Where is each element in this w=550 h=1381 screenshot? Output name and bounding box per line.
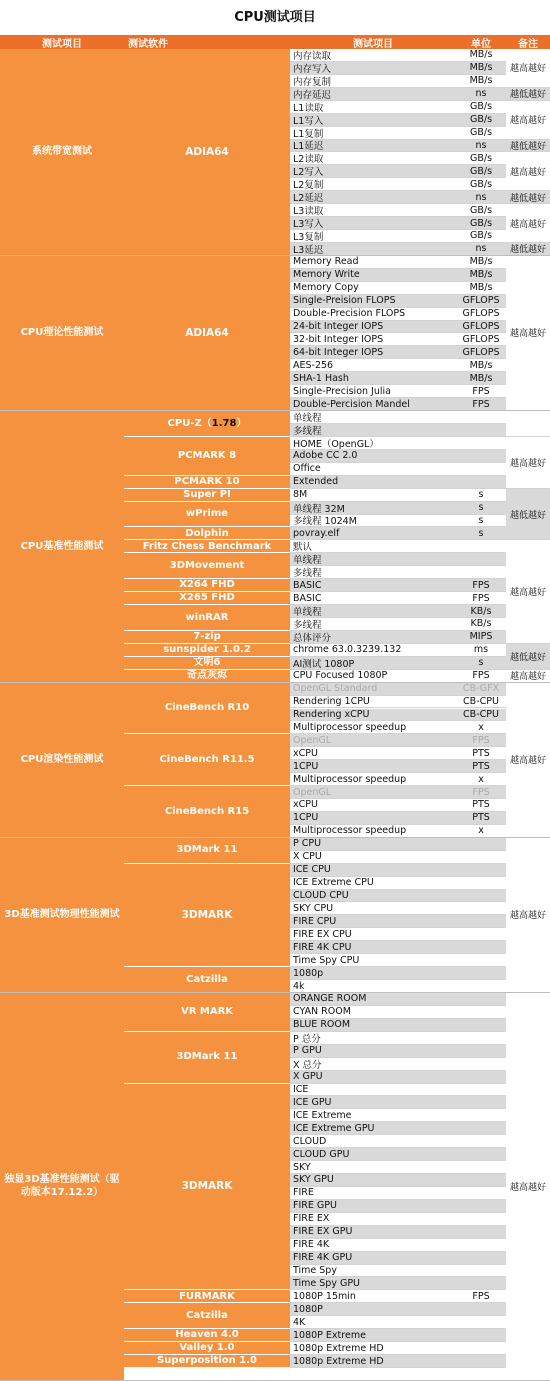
unit-cell: x xyxy=(456,825,506,838)
item-cell: SKY CPU xyxy=(290,902,456,915)
item-cell: OpenGL xyxy=(290,786,456,799)
unit-cell xyxy=(456,967,506,980)
item-cell: P CPU xyxy=(290,838,456,851)
unit-cell: MB/s xyxy=(456,372,506,385)
software-version: 1.78 xyxy=(211,417,237,429)
item-cell: FIRE 4K xyxy=(290,1239,456,1252)
unit-cell xyxy=(456,1226,506,1239)
unit-cell: GB/s xyxy=(456,165,506,178)
unit-cell: GB/s xyxy=(456,217,506,230)
unit-cell: PTS xyxy=(456,799,506,812)
item-cell: X 总分 xyxy=(290,1058,456,1071)
unit-cell xyxy=(456,1122,506,1135)
item-cell: 24-bit Integer IOPS xyxy=(290,321,456,334)
unit-cell: GB/s xyxy=(456,152,506,165)
item-cell: BLUE ROOM xyxy=(290,1019,456,1032)
item-cell: 1080P xyxy=(290,1303,456,1316)
item-cell: Memory Copy xyxy=(290,282,456,295)
unit-cell xyxy=(456,1303,506,1316)
unit-cell: KB/s xyxy=(456,605,506,618)
unit-cell: MB/s xyxy=(456,282,506,295)
item-cell: L2复制 xyxy=(290,178,456,191)
item-cell: 单线程 xyxy=(290,605,456,618)
unit-cell xyxy=(456,838,506,851)
software-cell: VR MARK xyxy=(124,993,290,1032)
unit-cell xyxy=(456,1109,506,1122)
unit-cell: FPS xyxy=(456,398,506,411)
item-cell: FIRE EX xyxy=(290,1213,456,1226)
software-cell: Superposition 1.0 xyxy=(124,1355,290,1368)
item-cell: 8M xyxy=(290,489,456,502)
unit-cell: GFLOPS xyxy=(456,308,506,321)
item-cell: 内存写入 xyxy=(290,62,456,75)
item-cell: 总体评分 xyxy=(290,631,456,644)
section-divider xyxy=(0,255,550,256)
item-cell: Multiprocessor speedup xyxy=(290,721,456,734)
item-cell: CLOUD GPU xyxy=(290,1148,456,1161)
note-cell: 越高越好 xyxy=(506,101,550,140)
unit-cell: s xyxy=(456,527,506,540)
software-cell: wPrime xyxy=(124,502,290,528)
item-cell: 1CPU xyxy=(290,812,456,825)
unit-cell xyxy=(456,1071,506,1084)
item-cell: L3延迟 xyxy=(290,243,456,256)
unit-cell: GB/s xyxy=(456,230,506,243)
item-cell: Multiprocessor speedup xyxy=(290,773,456,786)
item-cell: FIRE GPU xyxy=(290,1200,456,1213)
unit-cell: MB/s xyxy=(456,256,506,269)
software-cell: 3DMARK xyxy=(124,864,290,967)
software-cell: Super PI xyxy=(124,489,290,502)
unit-cell: GFLOPS xyxy=(456,321,506,334)
unit-cell: GB/s xyxy=(456,127,506,140)
unit-cell: FPS xyxy=(456,1290,506,1303)
unit-cell xyxy=(456,902,506,915)
item-cell: Rendering 1CPU xyxy=(290,696,456,709)
unit-cell: s xyxy=(456,657,506,670)
item-cell: L2读取 xyxy=(290,152,456,165)
unit-cell: GB/s xyxy=(456,101,506,114)
software-cell: Fritz Chess Benchmark xyxy=(124,540,290,553)
item-cell: chrome 63.0.3239.132 xyxy=(290,644,456,657)
item-cell: Extended xyxy=(290,476,456,489)
unit-cell: GB/s xyxy=(456,204,506,217)
software-cell: 3DMark 11 xyxy=(124,838,290,864)
category-cell: CPU基准性能测试 xyxy=(0,411,124,683)
note-cell: 越低越好 xyxy=(506,191,550,204)
unit-cell xyxy=(456,1058,506,1071)
item-cell: 32-bit Integer IOPS xyxy=(290,333,456,346)
unit-cell xyxy=(456,1355,506,1368)
software-cell: 文明6 xyxy=(124,657,290,670)
item-cell: 多线程 xyxy=(290,566,456,579)
item-cell: X GPU xyxy=(290,1071,456,1084)
item-cell: ICE Extreme GPU xyxy=(290,1122,456,1135)
unit-cell: ns xyxy=(456,191,506,204)
note-cell: 越高越好 xyxy=(506,49,550,88)
software-cell: X265 FHD xyxy=(124,592,290,605)
software-cell: 3DMovement xyxy=(124,553,290,579)
item-cell: 1080p Extreme HD xyxy=(290,1342,456,1355)
software-cell: 奇点灰烬 xyxy=(124,670,290,683)
unit-cell xyxy=(456,1342,506,1355)
unit-cell: FPS xyxy=(456,670,506,683)
unit-cell xyxy=(456,1174,506,1187)
item-cell: Memory Read xyxy=(290,256,456,269)
header-category: 测试项目 xyxy=(0,35,124,49)
item-cell: ICE GPU xyxy=(290,1096,456,1109)
note-cell: 越低越好 xyxy=(506,88,550,101)
item-cell: Double-Precision FLOPS xyxy=(290,308,456,321)
software-cell: CineBench R11.5 xyxy=(124,734,290,786)
unit-cell: ns xyxy=(456,88,506,101)
unit-cell xyxy=(456,1239,506,1252)
software-label: CPU-Z（ xyxy=(167,417,212,429)
category-cell: CPU理论性能测试 xyxy=(0,256,124,411)
item-cell: L2写入 xyxy=(290,165,456,178)
item-cell: 单线程 xyxy=(290,411,456,424)
note-cell: 越低越好 xyxy=(506,140,550,153)
item-cell: Time Spy CPU xyxy=(290,954,456,967)
item-cell: 1080P 15min xyxy=(290,1290,456,1303)
item-cell: L3复制 xyxy=(290,230,456,243)
item-cell: 内存复制 xyxy=(290,75,456,88)
unit-cell: ms xyxy=(456,644,506,657)
software-cell: 3DMark 11 xyxy=(124,1032,290,1084)
unit-cell: FPS xyxy=(456,385,506,398)
unit-cell xyxy=(456,1006,506,1019)
software-cell: 7-zip xyxy=(124,631,290,644)
page-title: CPU测试项目 xyxy=(234,10,316,25)
unit-cell xyxy=(456,1084,506,1097)
item-cell: 单线程 32M xyxy=(290,502,456,515)
unit-cell: CB-CPU xyxy=(456,709,506,722)
unit-cell xyxy=(456,954,506,967)
unit-cell: s xyxy=(456,489,506,502)
item-cell: xCPU xyxy=(290,747,456,760)
unit-cell xyxy=(456,1019,506,1032)
item-cell: L1读取 xyxy=(290,101,456,114)
unit-cell xyxy=(456,1135,506,1148)
item-cell: ICE Extreme CPU xyxy=(290,877,456,890)
item-cell: CLOUD CPU xyxy=(290,890,456,903)
item-cell: FIRE 4K GPU xyxy=(290,1252,456,1265)
unit-cell: CB-CPU xyxy=(456,696,506,709)
unit-cell: MB/s xyxy=(456,62,506,75)
unit-cell xyxy=(456,851,506,864)
software-cell: Valley 1.0 xyxy=(124,1342,290,1355)
item-cell: FIRE CPU xyxy=(290,915,456,928)
unit-cell xyxy=(456,1187,506,1200)
section-divider xyxy=(0,992,550,993)
note-cell: 越高越好 xyxy=(506,540,550,643)
unit-cell: PTS xyxy=(456,812,506,825)
item-cell: 64-bit Integer IOPS xyxy=(290,346,456,359)
item-cell: Time Spy xyxy=(290,1265,456,1278)
section-divider xyxy=(0,410,550,411)
unit-cell: MB/s xyxy=(456,359,506,372)
software-cell: sunspider 1.0.2 xyxy=(124,644,290,657)
note-cell: 越高越好 xyxy=(506,993,550,1381)
item-cell: Double-Percision Mandel xyxy=(290,398,456,411)
item-cell: SKY xyxy=(290,1161,456,1174)
item-cell: xCPU xyxy=(290,799,456,812)
note-cell: 越低越好 xyxy=(506,243,550,256)
unit-cell xyxy=(456,1148,506,1161)
unit-cell: GFLOPS xyxy=(456,346,506,359)
item-cell: 4k xyxy=(290,980,456,993)
category-cell: CPU渲染性能测试 xyxy=(0,683,124,838)
item-cell: 1080p xyxy=(290,967,456,980)
header-unit: 单位 xyxy=(456,35,506,49)
item-cell: CLOUD xyxy=(290,1135,456,1148)
unit-cell xyxy=(456,540,506,553)
header-software: 测试软件 xyxy=(124,35,290,49)
unit-cell: FPS xyxy=(456,579,506,592)
unit-cell xyxy=(456,1200,506,1213)
note-cell: 越高越好 xyxy=(506,437,550,489)
item-cell: BASIC xyxy=(290,579,456,592)
item-cell: 多线程 xyxy=(290,424,456,437)
unit-cell: PTS xyxy=(456,760,506,773)
item-cell: Rendering xCPU xyxy=(290,709,456,722)
header-note: 备注 xyxy=(506,35,550,49)
software-cell: ADIA64 xyxy=(124,49,290,256)
item-cell: 多线程 1024M xyxy=(290,515,456,528)
unit-cell xyxy=(456,890,506,903)
unit-cell: FPS xyxy=(456,786,506,799)
unit-cell xyxy=(456,553,506,566)
item-cell: 4K xyxy=(290,1316,456,1329)
unit-cell: MIPS xyxy=(456,631,506,644)
unit-cell xyxy=(456,1032,506,1045)
category-cell: 3D基准测试物理性能测试 xyxy=(0,838,124,993)
unit-cell xyxy=(456,915,506,928)
unit-cell xyxy=(456,1316,506,1329)
unit-cell: GFLOPS xyxy=(456,295,506,308)
software-cell: CineBench R15 xyxy=(124,786,290,838)
category-cell: 独显3D基准性能测试（驱动版本17.12.2） xyxy=(0,993,124,1381)
unit-cell: x xyxy=(456,773,506,786)
unit-cell: MB/s xyxy=(456,269,506,282)
unit-cell: CB-GFX xyxy=(456,683,506,696)
item-cell: L2延迟 xyxy=(290,191,456,204)
unit-cell: KB/s xyxy=(456,618,506,631)
unit-cell xyxy=(456,864,506,877)
item-cell: Multiprocessor speedup xyxy=(290,825,456,838)
unit-cell xyxy=(456,1265,506,1278)
item-cell: OpenGL Standard xyxy=(290,683,456,696)
software-suffix: ） xyxy=(236,417,247,429)
unit-cell xyxy=(456,463,506,476)
unit-cell: s xyxy=(456,515,506,528)
unit-cell xyxy=(456,424,506,437)
test-table xyxy=(0,35,550,1368)
item-cell: Single-Precision Julia xyxy=(290,385,456,398)
item-cell: P GPU xyxy=(290,1045,456,1058)
note-cell: 越高越好 xyxy=(506,670,550,683)
note-cell: 越低越好 xyxy=(506,644,550,670)
item-cell: L1复制 xyxy=(290,127,456,140)
section-divider xyxy=(0,682,550,683)
item-cell: BASIC xyxy=(290,592,456,605)
item-cell: P 总分 xyxy=(290,1032,456,1045)
unit-cell xyxy=(456,1252,506,1265)
section-divider xyxy=(0,837,550,838)
item-cell: L3读取 xyxy=(290,204,456,217)
item-cell: 默认 xyxy=(290,540,456,553)
note-cell: 越低越好 xyxy=(506,489,550,541)
software-cell: Dolphin xyxy=(124,527,290,540)
unit-cell xyxy=(456,1161,506,1174)
item-cell: FIRE xyxy=(290,1187,456,1200)
item-cell: ICE Extreme xyxy=(290,1109,456,1122)
item-cell: FIRE EX GPU xyxy=(290,1226,456,1239)
unit-cell: PTS xyxy=(456,747,506,760)
item-cell: FIRE 4K CPU xyxy=(290,941,456,954)
note-cell xyxy=(506,411,550,437)
unit-cell xyxy=(456,877,506,890)
item-cell: ICE CPU xyxy=(290,864,456,877)
unit-cell xyxy=(456,437,506,450)
unit-cell xyxy=(456,1277,506,1290)
item-cell: CPU Focused 1080P xyxy=(290,670,456,683)
software-cell: ADIA64 xyxy=(124,256,290,411)
note-cell: 越高越好 xyxy=(506,152,550,191)
item-cell: ORANGE ROOM xyxy=(290,993,456,1006)
software-cell: PCMARK 8 xyxy=(124,437,290,476)
unit-cell: GB/s xyxy=(456,178,506,191)
unit-cell xyxy=(456,476,506,489)
unit-cell: x xyxy=(456,721,506,734)
unit-cell: MB/s xyxy=(456,75,506,88)
item-cell: X CPU xyxy=(290,851,456,864)
note-cell: 越高越好 xyxy=(506,204,550,243)
unit-cell xyxy=(456,941,506,954)
item-cell: HOME（OpenGL） xyxy=(290,437,456,450)
item-cell: 1080P Extreme xyxy=(290,1329,456,1342)
unit-cell xyxy=(456,1329,506,1342)
unit-cell: ns xyxy=(456,243,506,256)
software-cell: PCMARK 10 xyxy=(124,476,290,489)
unit-cell xyxy=(456,411,506,424)
item-cell: 内存读取 xyxy=(290,49,456,62)
item-cell: 多线程 xyxy=(290,618,456,631)
unit-cell: s xyxy=(456,502,506,515)
item-cell: Office xyxy=(290,463,456,476)
item-cell: L1写入 xyxy=(290,114,456,127)
software-cell: winRAR xyxy=(124,605,290,631)
item-cell: Single-Preision FLOPS xyxy=(290,295,456,308)
unit-cell xyxy=(456,1096,506,1109)
item-cell: AI测试 1080P xyxy=(290,657,456,670)
item-cell: 单线程 xyxy=(290,553,456,566)
item-cell: SKY GPU xyxy=(290,1174,456,1187)
note-cell: 越高越好 xyxy=(506,838,550,993)
item-cell: Adobe CC 2.0 xyxy=(290,450,456,463)
item-cell: Memory Write xyxy=(290,269,456,282)
item-cell: ICE xyxy=(290,1084,456,1097)
item-cell: L3写入 xyxy=(290,217,456,230)
unit-cell: ns xyxy=(456,140,506,153)
item-cell: OpenGL xyxy=(290,734,456,747)
note-cell: 越高越好 xyxy=(506,683,550,838)
note-cell: 越高越好 xyxy=(506,256,550,411)
unit-cell xyxy=(456,1213,506,1226)
software-cell: FURMARK xyxy=(124,1290,290,1303)
unit-cell: GB/s xyxy=(456,114,506,127)
item-cell: Time Spy GPU xyxy=(290,1277,456,1290)
category-cell: 系统带宽测试 xyxy=(0,49,124,256)
unit-cell: MB/s xyxy=(456,49,506,62)
header-item: 测试项目 xyxy=(290,35,456,49)
item-cell: 1CPU xyxy=(290,760,456,773)
item-cell: AES-256 xyxy=(290,359,456,372)
unit-cell xyxy=(456,993,506,1006)
software-cell: X264 FHD xyxy=(124,579,290,592)
software-cell: Heaven 4.0 xyxy=(124,1329,290,1342)
software-cell: 3DMARK xyxy=(124,1084,290,1291)
unit-cell: GFLOPS xyxy=(456,333,506,346)
item-cell: SHA-1 Hash xyxy=(290,372,456,385)
software-cell xyxy=(124,411,290,437)
unit-cell xyxy=(456,450,506,463)
item-cell: povray.elf xyxy=(290,527,456,540)
unit-cell xyxy=(456,1045,506,1058)
item-cell: CYAN ROOM xyxy=(290,1006,456,1019)
item-cell: 内存延迟 xyxy=(290,88,456,101)
software-cell: Catzilla xyxy=(124,967,290,993)
unit-cell xyxy=(456,928,506,941)
unit-cell xyxy=(456,566,506,579)
item-cell: FIRE EX CPU xyxy=(290,928,456,941)
unit-cell: FPS xyxy=(456,734,506,747)
item-cell: 1080p Extreme HD xyxy=(290,1355,456,1368)
software-cell: CineBench R10 xyxy=(124,683,290,735)
item-cell: L1延迟 xyxy=(290,140,456,153)
software-cell: Catzilla xyxy=(124,1303,290,1329)
unit-cell: FPS xyxy=(456,592,506,605)
